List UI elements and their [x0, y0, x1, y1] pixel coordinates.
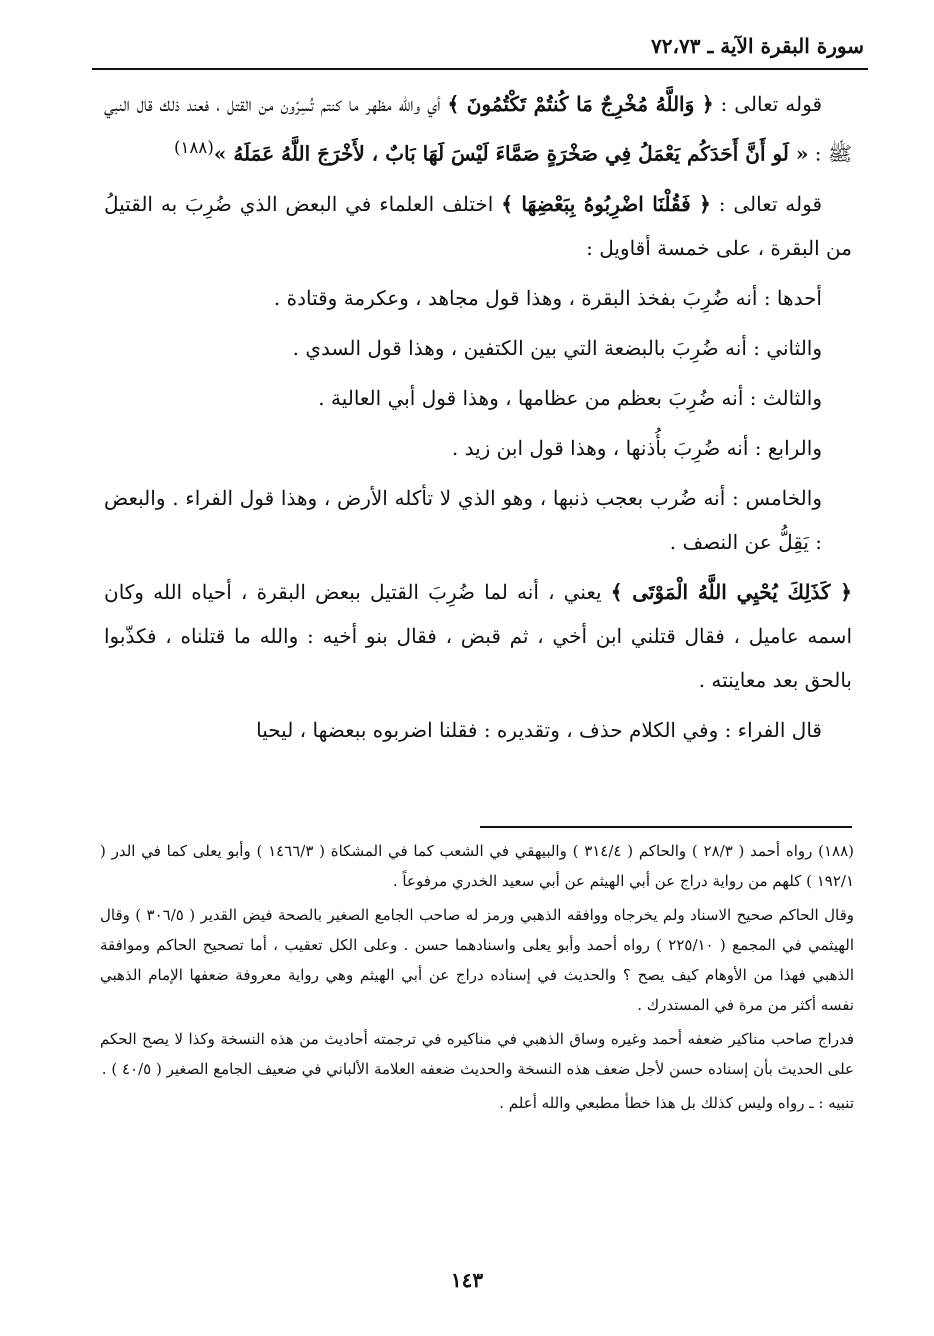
paragraph-4: قال الفراء : وفي الكلام حذف ، وتقديره : فقلنا اضربوه ببعضها ، ليحيا — [256, 717, 822, 742]
quran-verse-1: ﴿ وَاللَّهُ مُخْرِجٌ مَا كُنتُمْ تَكْتُمُونَ ﴾ — [447, 92, 714, 116]
running-header: سورة البقرة الآية ـ ٧٢،٧٣ — [651, 34, 864, 58]
paragraph-2-intro: قوله تعالى : — [710, 191, 823, 216]
footnote-rule — [480, 826, 852, 828]
paragraph-2-text: اختلف العلماء في البعض الذي ضُرِبَ به القتيلُ من البقرة ، على خمسة أقاويل : — [104, 191, 852, 260]
footnote-commentary: وقال الحاكم صحيح الاسناد ولم يخرجاه ووافقه الذهبي ورمز له صاحب الجامع الصغير بالصحة فيض القدير ( ٣٠٦/٥ ) وقال الهيثمي في المجمع ( ٢٢٥/١٠ ) رواه أحمد وأبو يعلى واسنادهما حسن . وعلى الكل تعقيب ، أما تصحيح الحاكم وموافقة الذهبي فهذا من الأوهام كيف يصح ؟ والحديث في إسناده دراج عن أبي الهيثم وهي رواية معروفة ضعفها الإمام الذهبي نفسه أكثر من مرة في المستدرك . — [100, 906, 854, 1014]
footnote-daraj: فدراج صاحب مناكير ضعفه أحمد وغيره وساق الذهبي في مناكيره في ترجمته أحاديث من هذه النسخة وكذا لا يصح الحكم على الحديث بأن إسناده حسن لأجل ضعف هذه النسخة والحديث ضعفه العلامة الألباني في ضعيف الجامع الصغير ( ٤٠/٥ ) . — [100, 1030, 854, 1078]
paragraph-1 — [104, 82, 852, 176]
footnote-note: تنبيه : ـ رواه وليس كذلك بل هذا خطأ مطبعي والله أعلم . — [499, 1094, 854, 1112]
paragraph-3 — [104, 570, 852, 702]
paragraph-1-text: أي والله مظهر ما كنتم تُسِرّون من القتل ، فعند ذلك قال النبي ﷺ : — [104, 92, 852, 166]
quran-verse-3: ﴿ كَذَلِكَ يُحْيِي اللَّهُ الْمَوْتَى ﴾ — [610, 579, 852, 604]
quran-verse-2: ﴿ فَقُلْنَا اضْرِبُوهُ بِبَعْضِهَا ﴾ — [501, 191, 711, 216]
opinion-1: أحدها : أنه ضُرِبَ بفخذ البقرة ، وهذا قول مجاهد ، وعكرمة وقتادة . — [273, 285, 822, 310]
footnotes — [100, 836, 854, 1122]
footnote-ref-188: (١٨٨) — [174, 138, 214, 157]
opinion-2: والثاني : أنه ضُرِبَ بالبضعة التي بين الكتفين ، وهذا قول السدي . — [292, 335, 822, 360]
paragraph-1-intro: قوله تعالى : — [713, 92, 823, 116]
page-number: ١٤٣ — [450, 1268, 484, 1292]
opinion-4: والرابع : أنه ضُرِبَ بأُذنها ، وهذا قول ابن زيد . — [451, 435, 822, 460]
header-rule — [92, 68, 868, 70]
paragraph-2 — [104, 182, 852, 270]
footnote-188: (١٨٨) رواه أحمد ( ٢٨/٣ ) والحاكم ( ٣١٤/٤ ) والبيهقي في الشعب كما في المشكاة ( ١٤٦٦/٣ ) وأبو يعلى كما في الدر ( ١٩٢/١ ) كلهم من رواية دراج عن أبي الهيثم عن أبي سعيد الخدري مرفوعاً . — [100, 842, 854, 890]
opinion-5: والخامس : أنه ضُرب بعجب ذنبها ، وهو الذي لا تأكله الأرض ، وهذا قول الفراء . والبعض : يَقِلُّ عن النصف . — [104, 485, 822, 554]
paragraph-3-text: يعني ، أنه لما ضُرِبَ القتيل ببعض البقرة ، أحياه الله وكان اسمه عاميل ، فقال قتلني ابن أخي ، ثم قبض ، فقال بنو أخيه : والله ما قتلناه ، فكذّبوا بالحق بعد معاينته . — [104, 579, 852, 692]
main-text — [104, 82, 852, 758]
opinion-3: والثالث : أنه ضُرِبَ بعظم من عظامها ، وهذا قول أبي العالية . — [318, 385, 822, 410]
hadith-quote: « لَو أَنَّ أَحَدَكُم يَعْمَلُ فِي صَخْرَةٍ صَمَّاءَ لَيْسَ لَهَا بَابٌ ، لأَخْرَجَ اللَّهُ عَمَلَهُ » — [213, 141, 809, 166]
